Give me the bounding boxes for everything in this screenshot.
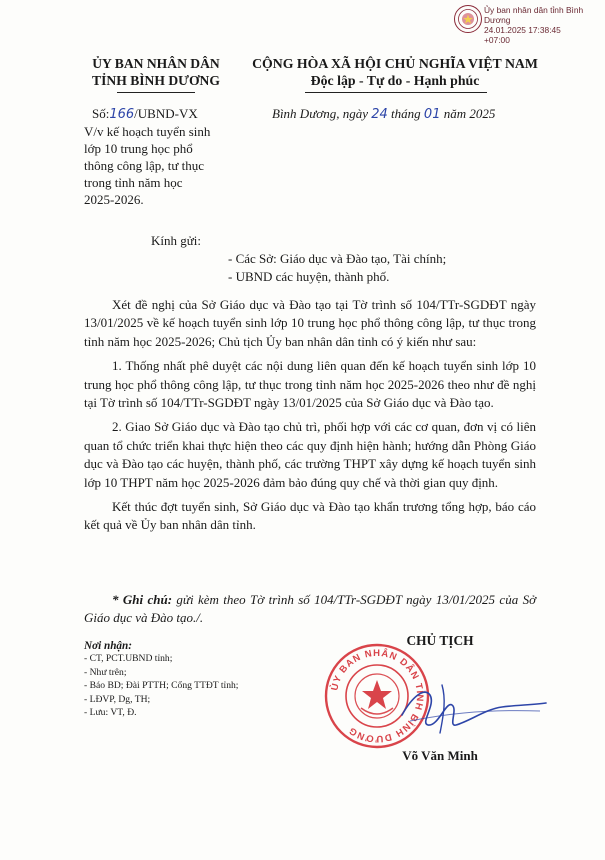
subject-line: thông công lập, tư thục bbox=[84, 158, 205, 173]
national-header bbox=[240, 55, 550, 89]
document-number-prefix: Số: bbox=[92, 106, 110, 121]
body-paragraph: Xét đề nghị của Sở Giáo dục và Đào tạo tại Tờ trình số 104/TTr-SGDĐT ngày 13/01/2025 về kế hoạch tuyển sinh lớp 10 trung học phổ thông công lập, tư thục trong tỉnh năm học 2025-2026; Chủ tịch Ủy ban nhân dân tỉnh có ý kiến như sau: bbox=[84, 297, 536, 349]
month-label: tháng bbox=[391, 106, 421, 121]
distribution-item: - Lưu: VT, Đ. bbox=[84, 707, 137, 719]
distribution-item: - Báo BD; Đài PTTH; Cổng TTĐT tỉnh; bbox=[84, 680, 239, 692]
place-label: Bình Dương, ngày bbox=[272, 106, 368, 121]
attachment-note bbox=[84, 591, 536, 627]
subject-line: V/v kế hoạch tuyển sinh bbox=[84, 124, 211, 139]
agency-underline bbox=[117, 92, 195, 93]
date-day-handwritten: 24 bbox=[371, 107, 388, 122]
motto-underline bbox=[305, 92, 487, 93]
issuing-agency bbox=[70, 55, 242, 89]
body-paragraph: 1. Thống nhất phê duyệt các nội dung liên quan đến kế hoạch tuyển sinh lớp 10 trung học phổ thông công lập, tư thục trong tỉnh năm học 2025-2026 theo như đề nghị tại Tờ trình số 104/TTr-SGDĐT ngày 13/01/2025 của Sở Giáo dục và Đào tạo. bbox=[84, 358, 536, 411]
digital-signature-timezone: +07:00 bbox=[484, 35, 510, 45]
seal-arc-text: ỦY BAN NHÂN DÂN TỈNH BÌNH DƯƠNG bbox=[329, 647, 426, 745]
note-text: gửi kèm theo Tờ trình số 104/TTr-SGDĐT ngày 13/01/2025 của Sở Giáo dục và Đào tạo./. bbox=[84, 592, 537, 625]
distribution-item: - CT, PCT.UBND tỉnh; bbox=[84, 653, 173, 664]
distribution-item: - LĐVP, Dg, TH; bbox=[84, 693, 151, 705]
note-label: * Ghi chú: bbox=[112, 592, 173, 607]
subject-line: lớp 10 trung học phổ bbox=[84, 141, 193, 156]
year-label: năm 2025 bbox=[443, 106, 496, 121]
document-subject bbox=[84, 123, 226, 208]
body-paragraph: Kết thúc đợt tuyển sinh, Sở Giáo dục và Đào tạo khẩn trương tổng hợp, báo cáo kết quả về Ủy ban nhân dân tỉnh. bbox=[84, 499, 536, 533]
digital-signature-seal-icon bbox=[453, 4, 483, 34]
distribution-title: Nơi nhận: bbox=[84, 640, 132, 652]
nation-name: CỘNG HÒA XÃ HỘI CHỦ NGHĨA VIỆT NAM bbox=[252, 56, 538, 71]
document-body bbox=[84, 296, 536, 541]
agency-line-1: ỦY BAN NHÂN DÂN bbox=[92, 56, 220, 71]
document-number bbox=[92, 106, 198, 122]
digital-signature-info bbox=[484, 5, 604, 45]
distribution-item: - Như trên; bbox=[84, 666, 127, 678]
nation-motto: Độc lập - Tự do - Hạnh phúc bbox=[310, 73, 480, 88]
subject-line: 2025-2026. bbox=[84, 192, 144, 207]
place-and-date bbox=[272, 106, 495, 122]
digital-signature-signer: Ủy ban nhân dân tỉnh Bình Dương bbox=[484, 5, 584, 25]
body-paragraph: 2. Giao Sở Giáo dục và Đào tạo chủ trì, phối hợp với các cơ quan, đơn vị có liên quan tổ chức triển khai thực hiện theo các quy định hiện hành; hướng dẫn Phòng Giáo dục và Đào tạo các huyện, thành phố, các trường THPT xây dựng kế hoạch tuyển sinh lớp 10 THPT năm học 2025-2026 đảm bảo đúng quy chế và thời gian quy định. bbox=[84, 419, 536, 490]
subject-line: trong tỉnh năm học bbox=[84, 175, 183, 190]
agency-line-2: TỈNH BÌNH DƯƠNG bbox=[92, 73, 220, 88]
date-month-handwritten: 01 bbox=[423, 107, 441, 122]
recipients-list bbox=[228, 250, 446, 286]
recipient-item: - UBND các huyện, thành phố. bbox=[228, 269, 390, 284]
handwritten-signature-icon bbox=[390, 675, 550, 745]
recipient-item: - Các Sở: Giáo dục và Đào tạo, Tài chính; bbox=[228, 251, 447, 266]
signer-title: CHỦ TỊCH bbox=[406, 633, 474, 648]
document-number-suffix: /UBND-VX bbox=[134, 106, 198, 121]
digital-signature-timestamp: 24.01.2025 17:38:45 bbox=[484, 25, 561, 35]
recipients-label: Kính gửi: bbox=[151, 233, 202, 248]
distribution-list bbox=[84, 652, 238, 720]
document-number-handwritten: 166 bbox=[109, 107, 135, 122]
signer-name: Võ Văn Minh bbox=[402, 748, 478, 763]
